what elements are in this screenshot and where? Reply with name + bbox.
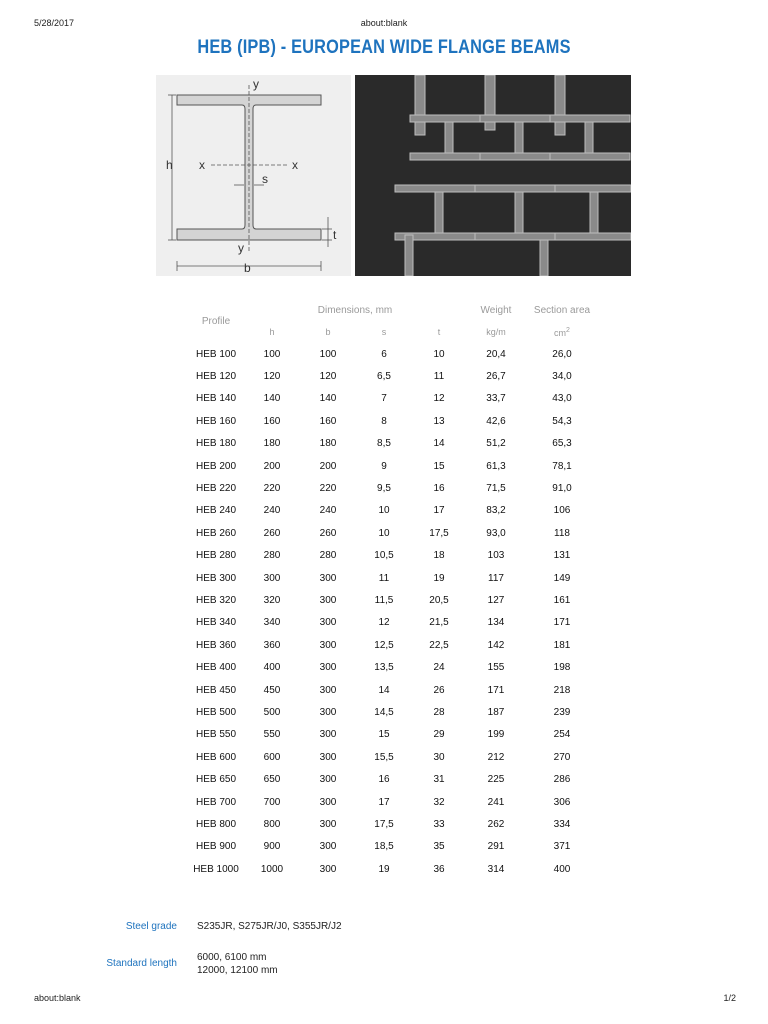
table-row (188, 388, 598, 410)
cell-profile: HEB 220 (195, 483, 237, 495)
cell-s: 10 (378, 505, 390, 517)
cell-section-area: 43,0 (552, 393, 572, 405)
cell-weight: 61,3 (486, 460, 506, 472)
cell-h: 500 (263, 706, 281, 718)
cell-weight: 262 (487, 818, 505, 830)
cell-h: 550 (263, 729, 281, 741)
cell-t: 13 (433, 415, 445, 427)
cell-b: 300 (319, 684, 337, 696)
cell-profile: HEB 400 (195, 662, 237, 674)
cell-profile: HEB 900 (195, 841, 237, 853)
cell-b: 160 (319, 415, 337, 427)
table-row (188, 724, 598, 746)
cell-b: 100 (319, 348, 337, 360)
cell-section-area: 54,3 (552, 415, 572, 427)
cell-profile: HEB 360 (195, 639, 237, 651)
cell-t: 11 (433, 371, 445, 383)
standard-length-value (197, 951, 278, 977)
cell-section-area: 78,1 (552, 460, 572, 472)
cell-h: 320 (263, 594, 281, 606)
header-area-unit (526, 321, 598, 343)
print-header-url: about:blank (360, 18, 408, 28)
steel-grade-label: Steel grade (125, 921, 177, 932)
cell-profile: HEB 600 (195, 751, 237, 763)
header-profile: Profile (201, 315, 231, 327)
cell-weight: 171 (487, 684, 505, 696)
cell-s: 7 (381, 393, 387, 405)
cell-h: 300 (263, 572, 281, 584)
table-row (188, 477, 598, 499)
cell-section-area: 34,0 (552, 371, 572, 383)
cell-b: 300 (319, 617, 337, 629)
cell-h: 360 (263, 639, 281, 651)
cell-weight: 42,6 (486, 415, 506, 427)
table-row (188, 858, 598, 880)
cell-profile: HEB 300 (195, 572, 237, 584)
table-row (188, 634, 598, 656)
cell-b: 260 (319, 527, 337, 539)
cell-weight: 117 (488, 572, 504, 584)
cell-h: 1000 (260, 863, 284, 875)
cell-h: 400 (263, 662, 281, 674)
cell-t: 12 (433, 393, 445, 405)
steel-beams-illustration (355, 75, 631, 276)
cell-b: 200 (319, 460, 337, 472)
cell-weight: 20,4 (486, 348, 506, 360)
cell-h: 160 (263, 415, 281, 427)
cell-section-area: 161 (553, 594, 571, 606)
beam-cross-section-svg (156, 75, 351, 276)
cell-t: 26 (433, 684, 445, 696)
cell-weight: 33,7 (486, 393, 506, 405)
cell-s: 9,5 (377, 483, 391, 495)
cell-t: 32 (433, 796, 445, 808)
heb-specifications-table (188, 299, 598, 880)
cell-t: 29 (433, 729, 445, 741)
cell-b: 300 (319, 796, 337, 808)
header-weight-unit: kg/m (486, 327, 506, 337)
cell-h: 800 (263, 818, 281, 830)
cell-s: 6,5 (377, 371, 391, 383)
area-unit-base: cm (554, 327, 567, 338)
cell-profile: HEB 140 (195, 393, 237, 405)
cell-weight: 127 (487, 594, 505, 606)
label-t: t (333, 228, 337, 242)
table-row (188, 343, 598, 365)
cell-b: 120 (319, 371, 337, 383)
cell-profile: HEB 340 (195, 617, 237, 629)
cell-profile: HEB 800 (195, 818, 237, 830)
cell-t: 35 (433, 841, 445, 853)
cell-s: 18,5 (374, 841, 394, 853)
cell-profile: HEB 180 (195, 438, 237, 450)
cell-weight: 314 (487, 863, 505, 875)
cell-b: 300 (319, 751, 337, 763)
header-t: t (437, 327, 441, 337)
cell-profile: HEB 260 (195, 527, 237, 539)
cell-b: 240 (319, 505, 337, 517)
cell-s: 11 (378, 572, 390, 584)
header-h: h (269, 327, 275, 337)
cell-section-area: 181 (553, 639, 571, 651)
cell-s: 19 (378, 863, 390, 875)
cell-h: 120 (263, 371, 281, 383)
cell-profile: HEB 550 (195, 729, 237, 741)
cell-h: 200 (263, 460, 281, 472)
cell-weight: 93,0 (486, 527, 506, 539)
cell-profile: HEB 320 (195, 594, 237, 606)
cell-profile: HEB 700 (195, 796, 237, 808)
cell-weight: 199 (487, 729, 505, 741)
cell-t: 22,5 (429, 639, 449, 651)
cell-t: 36 (433, 863, 445, 875)
print-page-number: 1/2 (723, 993, 736, 1003)
page-title: HEB (IPB) - EUROPEAN WIDE FLANGE BEAMS (197, 37, 571, 58)
cell-s: 14 (378, 684, 390, 696)
cell-s: 11,5 (374, 594, 394, 606)
table-body (188, 343, 598, 880)
cell-s: 16 (378, 774, 390, 786)
table-row (188, 836, 598, 858)
cell-b: 280 (319, 550, 337, 562)
label-x-right: x (292, 158, 298, 172)
cell-s: 6 (381, 348, 387, 360)
cell-t: 15 (433, 460, 445, 472)
cell-b: 300 (319, 594, 337, 606)
table-row (188, 567, 598, 589)
cell-s: 17,5 (374, 818, 394, 830)
table-subheader-row (188, 321, 598, 343)
cell-b: 300 (319, 639, 337, 651)
cell-h: 240 (263, 505, 281, 517)
cell-t: 24 (433, 662, 445, 674)
cell-section-area: 91,0 (552, 483, 572, 495)
cell-b: 300 (319, 706, 337, 718)
cell-profile: HEB 240 (195, 505, 237, 517)
cell-section-area: 106 (553, 505, 571, 517)
cell-weight: 225 (487, 774, 505, 786)
header-weight: Weight (480, 304, 512, 316)
cell-weight: 51,2 (486, 438, 506, 450)
cell-profile: HEB 1000 (193, 863, 239, 875)
cell-s: 15 (378, 729, 390, 741)
cell-section-area: 118 (554, 527, 570, 539)
table-row (188, 656, 598, 678)
cell-t: 17 (433, 505, 445, 517)
cell-b: 140 (319, 393, 337, 405)
standard-length-line-1: 6000, 6100 mm (197, 952, 267, 963)
cell-weight: 71,5 (486, 483, 506, 495)
cell-h: 450 (263, 684, 281, 696)
cell-weight: 26,7 (486, 371, 506, 383)
cell-t: 19 (433, 572, 445, 584)
cell-profile: HEB 100 (195, 348, 237, 360)
cell-weight: 103 (487, 550, 505, 562)
header-section-area: Section area (533, 304, 591, 316)
cell-h: 600 (263, 751, 281, 763)
cell-section-area: 171 (553, 617, 571, 629)
table-header-row (188, 299, 598, 321)
cell-s: 13,5 (374, 662, 394, 674)
cell-section-area: 286 (553, 774, 571, 786)
cell-section-area: 400 (553, 863, 571, 875)
cell-weight: 241 (487, 796, 505, 808)
cell-weight: 134 (487, 617, 505, 629)
cell-t: 16 (433, 483, 445, 495)
header-s: s (381, 327, 387, 337)
cell-b: 300 (319, 572, 337, 584)
cell-weight: 83,2 (486, 505, 506, 517)
cell-section-area: 218 (553, 684, 571, 696)
table-row (188, 522, 598, 544)
table-row (188, 589, 598, 611)
cell-b: 220 (319, 483, 337, 495)
cell-t: 21,5 (429, 617, 449, 629)
cell-t: 30 (433, 751, 445, 763)
cell-section-area: 149 (553, 572, 571, 584)
cell-h: 140 (263, 393, 281, 405)
cell-t: 17,5 (429, 527, 449, 539)
cell-weight: 212 (487, 751, 505, 763)
cell-section-area: 306 (553, 796, 571, 808)
cell-t: 14 (433, 438, 445, 450)
cell-h: 280 (263, 550, 281, 562)
standard-length-line-2: 12000, 12100 mm (197, 965, 278, 976)
cell-h: 220 (263, 483, 281, 495)
cell-b: 300 (319, 774, 337, 786)
cell-weight: 155 (487, 662, 505, 674)
standard-length-label: Standard length (106, 958, 177, 969)
cell-section-area: 254 (553, 729, 571, 741)
table-row (188, 746, 598, 768)
table-row (188, 410, 598, 432)
cell-s: 15,5 (374, 751, 394, 763)
table-row (188, 813, 598, 835)
cell-weight: 142 (487, 639, 505, 651)
cell-section-area: 198 (553, 662, 571, 674)
steel-grade-value: S235JR, S275JR/J0, S355JR/J2 (197, 921, 342, 932)
table-row (188, 455, 598, 477)
cell-b: 300 (319, 729, 337, 741)
cell-b: 300 (319, 841, 337, 853)
label-y-bottom: y (238, 241, 244, 255)
cell-profile: HEB 280 (195, 550, 237, 562)
cell-b: 300 (319, 818, 337, 830)
cell-h: 900 (263, 841, 281, 853)
cell-h: 100 (263, 348, 281, 360)
cell-profile: HEB 200 (195, 460, 237, 472)
cell-section-area: 131 (553, 550, 571, 562)
cell-h: 700 (263, 796, 281, 808)
cell-weight: 187 (487, 706, 505, 718)
cell-t: 18 (433, 550, 445, 562)
cell-t: 20,5 (429, 594, 449, 606)
cell-section-area: 334 (553, 818, 571, 830)
cell-h: 650 (263, 774, 281, 786)
cell-h: 260 (263, 527, 281, 539)
cell-profile: HEB 650 (195, 774, 237, 786)
cell-s: 12,5 (374, 639, 394, 651)
table-row (188, 545, 598, 567)
cell-s: 14,5 (374, 706, 394, 718)
table-row (188, 679, 598, 701)
print-footer-url: about:blank (34, 993, 81, 1003)
table-row (188, 612, 598, 634)
cell-section-area: 270 (553, 751, 571, 763)
cell-section-area: 371 (553, 841, 571, 853)
area-unit-exponent: 2 (566, 326, 570, 334)
label-y-top: y (253, 77, 259, 91)
cell-section-area: 65,3 (552, 438, 572, 450)
cell-s: 10,5 (374, 550, 394, 562)
label-h: h (166, 158, 173, 172)
cell-weight: 291 (487, 841, 505, 853)
cell-profile: HEB 450 (195, 684, 237, 696)
label-s: s (262, 172, 268, 186)
header-b: b (325, 327, 331, 337)
cell-t: 33 (433, 818, 445, 830)
cell-h: 340 (263, 617, 281, 629)
cell-profile: HEB 160 (195, 415, 237, 427)
table-row (188, 701, 598, 723)
cell-s: 10 (378, 527, 390, 539)
cell-t: 31 (433, 774, 445, 786)
cell-s: 17 (378, 796, 390, 808)
cell-t: 10 (433, 348, 445, 360)
cross-section-diagram (156, 75, 351, 276)
cell-s: 8 (381, 415, 387, 427)
cell-section-area: 26,0 (552, 348, 572, 360)
table-row (188, 500, 598, 522)
print-date: 5/28/2017 (34, 18, 75, 28)
header-dimensions: Dimensions, mm (317, 304, 393, 316)
cell-s: 12 (378, 617, 390, 629)
cell-s: 9 (381, 460, 387, 472)
cell-profile: HEB 120 (195, 371, 237, 383)
cell-t: 28 (433, 706, 445, 718)
table-row (188, 433, 598, 455)
table-row (188, 365, 598, 387)
label-b: b (244, 261, 251, 275)
table-row (188, 768, 598, 790)
steel-beams-photo (355, 75, 631, 276)
cell-b: 180 (319, 438, 337, 450)
cell-b: 300 (319, 863, 337, 875)
cell-h: 180 (263, 438, 281, 450)
cell-profile: HEB 500 (195, 706, 237, 718)
table-row (188, 791, 598, 813)
cell-section-area: 239 (553, 706, 571, 718)
label-x-left: x (199, 158, 205, 172)
cell-s: 8,5 (377, 438, 391, 450)
cell-b: 300 (319, 662, 337, 674)
